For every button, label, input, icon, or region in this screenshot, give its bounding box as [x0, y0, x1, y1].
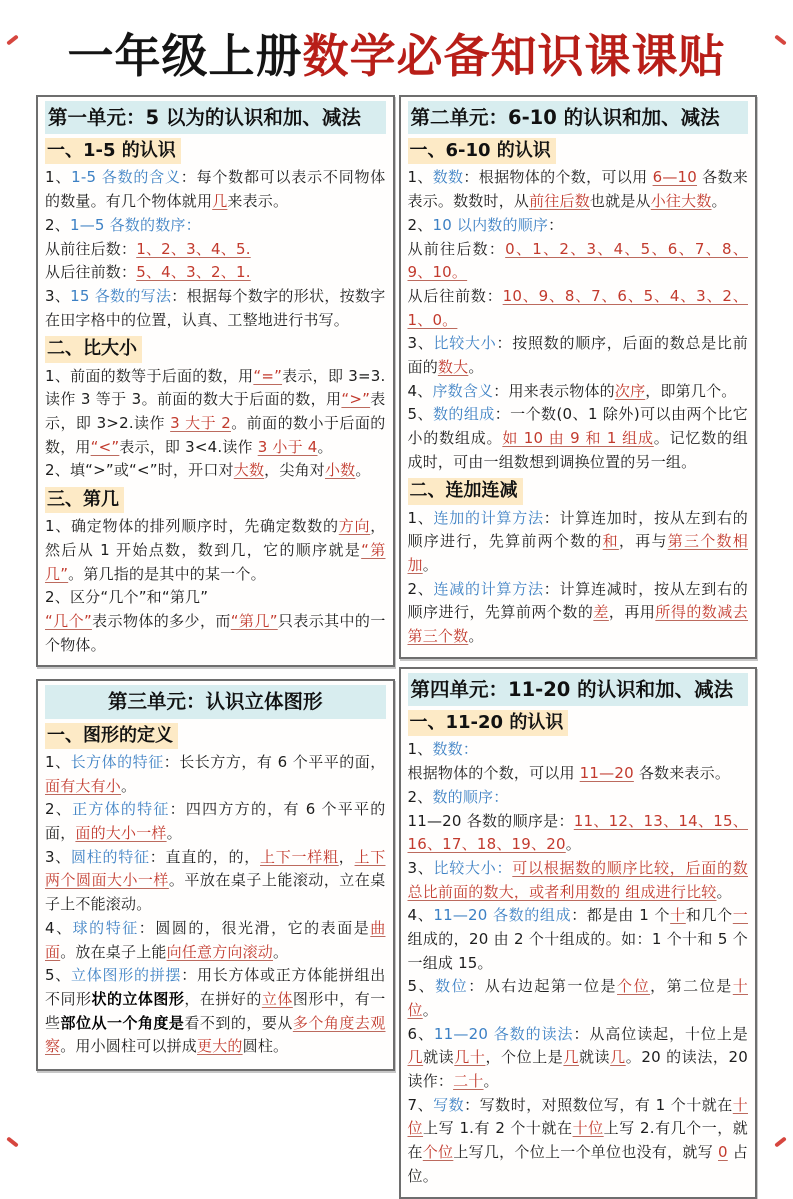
- term-label: 比较大小：: [433, 858, 513, 877]
- text-segment: 上写几，个位上一个单位也没有，就写: [453, 1143, 719, 1162]
- text-segment: ，即第几个。: [645, 381, 737, 400]
- text-segment: 。: [711, 192, 727, 211]
- unit-3-box: [36, 679, 395, 1071]
- text-segment: 表示，即 3=3.读作 3 等于 3。前面的数大于后面的数，用: [45, 366, 386, 409]
- text-segment: ，个位上是: [485, 1048, 564, 1067]
- text-segment: ：用来表示物体的: [493, 381, 615, 400]
- paragraph: [45, 365, 386, 460]
- text-segment: 。20 的读法，20 读作：: [407, 1048, 748, 1091]
- page: [0, 29, 793, 1185]
- text-segment: 。: [468, 627, 484, 646]
- bold-text: 状的立体图形: [91, 989, 185, 1008]
- paragraph: [408, 975, 749, 1022]
- text-segment: ：写数时，对照数位写，有 1 个十就在: [464, 1095, 733, 1114]
- text-segment: 。: [273, 942, 289, 961]
- term-label: 数的组成: [432, 405, 495, 424]
- text-segment: 3、: [407, 858, 434, 877]
- key-point: “几个”: [45, 612, 92, 631]
- paragraph: [408, 810, 749, 857]
- term-label: 10 以内数的顺序: [432, 215, 549, 234]
- paragraph: [45, 459, 386, 483]
- key-point: 0: [718, 1143, 728, 1162]
- paragraph: [45, 261, 386, 285]
- text-segment: 就读: [423, 1048, 455, 1067]
- text-segment: 1、: [45, 168, 72, 187]
- text-segment: 6、: [407, 1024, 434, 1043]
- text-segment: 。放在桌子上能: [60, 942, 167, 961]
- text-segment: 。: [422, 1001, 438, 1019]
- key-point: 所得的数减去第三个数: [407, 603, 748, 646]
- text-segment: 表示，即 3>2.读作: [45, 390, 386, 432]
- term-label: 连减的计算方法: [433, 579, 544, 598]
- text-segment: 表示物体的多少，而: [91, 612, 231, 631]
- text-segment: 。: [565, 835, 581, 854]
- term-label: 立体图形的拼摆: [71, 966, 182, 985]
- section-heading: 一、1-5 的认识: [45, 138, 181, 164]
- text-segment: 1、确定物体的排列顺序时，先确定数数的: [45, 517, 339, 536]
- text-segment: 。: [166, 824, 182, 843]
- paragraph: [45, 586, 386, 610]
- text-segment: ：从高位读起，十位上是: [573, 1024, 748, 1043]
- text-segment: 组成的，20 由 2 个十组成的。如：1 个十和 5 个一组成 15。: [407, 929, 748, 972]
- text-segment: 1、: [407, 168, 433, 187]
- term-label: 连加的计算方法: [433, 508, 544, 527]
- text-segment: 7、: [407, 1095, 434, 1114]
- paragraph: [45, 238, 386, 262]
- corner-mark: [6, 34, 19, 45]
- paragraph: [408, 1023, 749, 1094]
- text-segment: 根据物体的个数，可以用: [407, 764, 580, 783]
- key-point: “=”: [253, 366, 283, 385]
- paragraph: [45, 917, 386, 964]
- text-segment: ：计算连减时，按从左到右的顺序进行，先算前两个数的: [407, 579, 748, 622]
- text-segment: 。: [716, 882, 732, 901]
- key-point: 二十: [453, 1072, 484, 1091]
- text-segment: 1、: [407, 740, 433, 759]
- paragraph: [45, 166, 386, 213]
- paragraph: [45, 964, 386, 1059]
- text-segment: 。: [483, 1072, 499, 1091]
- text-segment: 4、: [407, 906, 434, 925]
- text-segment: 就读: [578, 1048, 611, 1067]
- right-column: [399, 95, 758, 1199]
- key-point: 3 大于 2: [170, 413, 231, 432]
- text-segment: 4、: [407, 381, 433, 400]
- term-label: 写数: [433, 1095, 465, 1114]
- text-segment: 。: [422, 556, 438, 575]
- section-row: [45, 723, 386, 749]
- paragraph: [408, 214, 749, 238]
- text-segment: 。记忆数的组成时，可由一组数想到调换位置的另一组。: [407, 429, 748, 471]
- section-heading: 一、图形的定义: [45, 723, 178, 749]
- key-point: 小往大数: [650, 192, 712, 211]
- text-segment: 2、: [407, 787, 433, 806]
- paragraph: [45, 751, 386, 798]
- text-segment: ，第二位是: [650, 977, 733, 996]
- paragraph: [45, 515, 386, 586]
- section-heading: 一、6-10 的认识: [408, 138, 556, 164]
- section-row: [408, 478, 749, 504]
- text-segment: ：四四方方的，有 6 个平平的面，: [45, 800, 386, 843]
- term-label: 球的特征: [72, 918, 139, 937]
- text-segment: 2、: [407, 579, 434, 598]
- key-point: 更大的: [197, 1037, 243, 1056]
- corner-mark: [774, 34, 787, 45]
- text-segment: ：从右边起第一位是: [468, 977, 618, 996]
- term-label: 数位: [435, 977, 469, 996]
- section-row: [408, 138, 749, 164]
- text-segment: 。: [468, 357, 484, 376]
- text-segment: 5、: [407, 977, 436, 996]
- text-segment: 。前面的数小于后面的数，用: [45, 413, 386, 456]
- key-point: 多个角度去观察: [45, 1013, 386, 1056]
- paragraph: [408, 403, 749, 474]
- text-segment: ：一个数(0、1 除外)可以由两个比它小的数组成。: [407, 405, 748, 448]
- term-label: 11—20 各数的组成: [433, 906, 572, 925]
- key-point: 个位: [617, 977, 651, 996]
- key-point: “<”: [90, 437, 120, 456]
- key-point: 1、2、3、4、5.: [136, 239, 251, 258]
- section-row: [45, 138, 386, 164]
- paragraph: [408, 380, 749, 404]
- text-segment: 从前往后数：: [45, 239, 137, 258]
- paragraph: [45, 285, 386, 332]
- key-point: 3 小于 4: [257, 437, 318, 456]
- key-point: 立体: [261, 989, 293, 1008]
- key-point: 和: [602, 532, 619, 551]
- section-row: [45, 336, 386, 362]
- section-heading: 三、第几: [45, 487, 124, 513]
- text-segment: 各数来表示。数数时，从: [407, 168, 748, 211]
- key-point: 0、1、2、3、4、5、6、7、8、9、10。: [407, 239, 748, 282]
- text-segment: ：: [548, 215, 564, 234]
- key-point: “>”: [341, 390, 371, 409]
- key-point: 向任意方向滚动: [166, 942, 274, 961]
- key-point: 数大: [437, 357, 469, 376]
- paragraph: [408, 1094, 749, 1189]
- unit-1-header: 第一单元：5 以为的认识和加、减法: [45, 101, 386, 134]
- bold-text: 部位从一个角度是: [60, 1013, 185, 1032]
- text-segment: 。: [317, 437, 333, 456]
- section-heading: 二、比大小: [45, 336, 142, 362]
- term-label: 长方体的特征: [70, 753, 164, 772]
- paragraph: [45, 846, 386, 917]
- key-point: 11、12、13、14、15、16、17、18、19、20: [407, 811, 749, 854]
- text-segment: 3、: [407, 334, 434, 353]
- text-segment: 11—20 各数的顺序是：: [407, 811, 574, 830]
- term-label: 1—5 各数的数序：: [69, 215, 201, 234]
- term-label: 1-5 各数的含义: [71, 168, 181, 187]
- paragraph: [408, 762, 749, 786]
- paragraph: [45, 214, 386, 238]
- key-point: 如 10 由 9 和 1 组成: [502, 429, 654, 448]
- paragraph: [408, 738, 749, 762]
- key-point: 几: [563, 1048, 579, 1067]
- key-point: 小数: [324, 461, 356, 480]
- text-segment: 来表示。: [227, 192, 289, 211]
- term-label: 正方体的特征: [72, 800, 170, 819]
- text-segment: 。第几指的是其中的某一个。: [68, 564, 266, 583]
- key-point: 第三个数相加: [407, 532, 748, 575]
- content-area: [0, 95, 793, 1199]
- key-point: 几: [212, 192, 228, 211]
- text-segment: 4、: [45, 918, 73, 937]
- key-point: 十: [670, 906, 686, 925]
- section-row: [45, 487, 386, 513]
- text-segment: 图形中，有一些: [45, 989, 386, 1032]
- text-segment: 也就是从: [589, 192, 651, 211]
- text-segment: 。用小圆柱可以拼成: [60, 1037, 198, 1056]
- section-heading: 一、11-20 的认识: [408, 710, 569, 736]
- text-segment: ，再用: [608, 603, 656, 622]
- key-point: 11—20: [579, 764, 634, 783]
- title-red-part: 数学必备知识课课贴: [302, 29, 726, 83]
- paragraph: [408, 904, 749, 975]
- key-point: 6—10: [652, 168, 698, 187]
- paragraph: [408, 166, 749, 213]
- text-segment: 2、填“>”或“<”时，开口对: [45, 461, 234, 480]
- term-label: 数数：: [432, 740, 479, 759]
- paragraph: [408, 507, 749, 578]
- key-point: 十位: [407, 977, 748, 1019]
- term-label: 比较大小: [433, 334, 497, 353]
- text-segment: 5、: [407, 405, 433, 424]
- text-segment: ：根据每个数字的形状，按数字在田字格中的位置，认真、工整地进行书写。: [45, 286, 386, 329]
- page-title: [36, 30, 757, 83]
- text-segment: 2、: [45, 800, 73, 819]
- key-point: 曲面: [45, 918, 386, 961]
- paragraph: [45, 798, 386, 845]
- text-segment: 只表示其中的一个物体。: [45, 612, 386, 654]
- key-point: 次序: [614, 381, 646, 400]
- key-point: 前往后数: [529, 192, 590, 211]
- paragraph: [408, 857, 749, 904]
- paragraph: [408, 332, 749, 379]
- text-segment: 2、: [45, 215, 70, 234]
- key-point: 10、9、8、7、6、5、4、3、2、1、0。: [407, 286, 748, 329]
- key-point: 方向: [338, 517, 371, 536]
- key-point: 十位: [572, 1119, 604, 1138]
- unit-4-box: [399, 667, 758, 1199]
- text-segment: 圆柱。: [242, 1037, 289, 1056]
- key-point: 十位: [407, 1095, 748, 1138]
- text-segment: 5、: [45, 966, 72, 985]
- key-point: 上下两个圆面大小一样: [45, 847, 386, 890]
- text-segment: 从后往前数：: [45, 263, 137, 282]
- text-segment: 各数来表示。: [633, 764, 731, 783]
- key-point: 大数: [233, 461, 265, 480]
- paragraph: [408, 285, 749, 332]
- text-segment: 从后往前数：: [407, 286, 503, 305]
- text-segment: ：每个数都可以表示不同物体的数量。有几个物体就用: [45, 168, 386, 211]
- term-label: 序数含义: [432, 381, 494, 400]
- key-point: 面的大小一样: [75, 824, 167, 843]
- key-point: 面有大有小: [45, 776, 122, 795]
- term-label: 11—20 各数的读法: [433, 1024, 574, 1043]
- key-point: 几十: [454, 1048, 486, 1067]
- unit-4-header: 第四单元：11-20 的认识和加、减法: [408, 673, 749, 706]
- unit-2-header: 第二单元：6-10 的认识和加、减法: [408, 101, 749, 134]
- text-segment: ，在拼好的: [184, 989, 262, 1008]
- text-segment: 上写 2.有几个一，就在: [407, 1119, 749, 1162]
- text-segment: 3、: [45, 847, 72, 866]
- text-segment: ：计算连加时，按从左到右的顺序进行，先算前两个数的: [407, 508, 748, 551]
- text-segment: ，: [338, 847, 355, 866]
- key-point: “第几”: [45, 541, 386, 583]
- key-point: “第几”: [230, 612, 278, 631]
- unit-1-box: [36, 95, 395, 668]
- text-segment: 上写 1.有 2 个十就在: [423, 1119, 573, 1138]
- text-segment: 1、: [407, 508, 434, 527]
- paragraph: [408, 238, 749, 285]
- text-segment: 。: [355, 461, 371, 480]
- text-segment: ：长长方方，有 6 个平平的面，: [163, 753, 386, 772]
- text-segment: ，然后从 1 开始点数，数到几，它的顺序就是: [45, 517, 386, 560]
- title-black-part: 一年级上册: [67, 29, 303, 83]
- key-point: 5、4、3、2、1.: [136, 263, 251, 282]
- text-segment: ：按照数的顺序，后面的数总是比前面的: [407, 334, 748, 376]
- text-segment: ，尖角对: [264, 461, 325, 480]
- text-segment: 占位。: [407, 1143, 749, 1185]
- text-segment: 。平放在桌子上能滚动，立在桌子上不能滚动。: [45, 871, 386, 914]
- text-segment: 从前往后数：: [407, 239, 506, 258]
- key-point: 几: [610, 1048, 626, 1067]
- text-segment: 。: [121, 776, 137, 795]
- key-point: 差: [593, 603, 609, 622]
- term-label: 数的顺序：: [432, 787, 509, 806]
- text-segment: ，再与: [618, 532, 668, 551]
- text-segment: 3、: [45, 286, 71, 305]
- text-segment: ：圆圆的，很光滑，它的表面是: [138, 918, 371, 937]
- text-segment: ：根据物体的个数，可以用: [463, 168, 653, 187]
- text-segment: ：用长方体或正方体能拼组出不同形: [45, 966, 386, 1008]
- text-segment: 2、区分“几个”和“第几”: [45, 588, 209, 607]
- key-point: 个位: [422, 1143, 454, 1162]
- text-segment: 2、: [407, 215, 433, 234]
- paragraph: [408, 786, 749, 810]
- key-point: 一: [732, 906, 748, 925]
- text-segment: 1、: [45, 753, 71, 772]
- text-segment: 表示，即 3<4.读作: [119, 437, 258, 456]
- text-segment: 和几个: [685, 906, 733, 925]
- term-label: 圆柱的特征: [71, 847, 150, 866]
- section-heading: 二、连加连减: [408, 478, 523, 504]
- unit-3-header: 第三单元：认识立体图形: [45, 685, 386, 718]
- paragraph: [45, 610, 386, 657]
- left-column: [36, 95, 395, 1072]
- text-segment: ：都是由 1 个: [571, 906, 671, 925]
- text-segment: ：直直的，的，: [149, 847, 261, 866]
- section-row: [408, 710, 749, 736]
- key-point: 可以根据数的顺序比较，后面的数总比前面的数大，或者利用数的 组成进行比较: [407, 858, 748, 901]
- term-label: 数数: [432, 168, 464, 187]
- key-point: 几: [407, 1048, 424, 1067]
- key-point: 上下一样粗: [260, 847, 339, 866]
- term-label: 15 各数的写法: [70, 286, 172, 305]
- text-segment: 看不到的，要从: [184, 1013, 293, 1032]
- unit-2-box: [399, 95, 758, 659]
- paragraph: [408, 578, 749, 649]
- text-segment: 1、前面的数等于后面的数，用: [45, 366, 254, 385]
